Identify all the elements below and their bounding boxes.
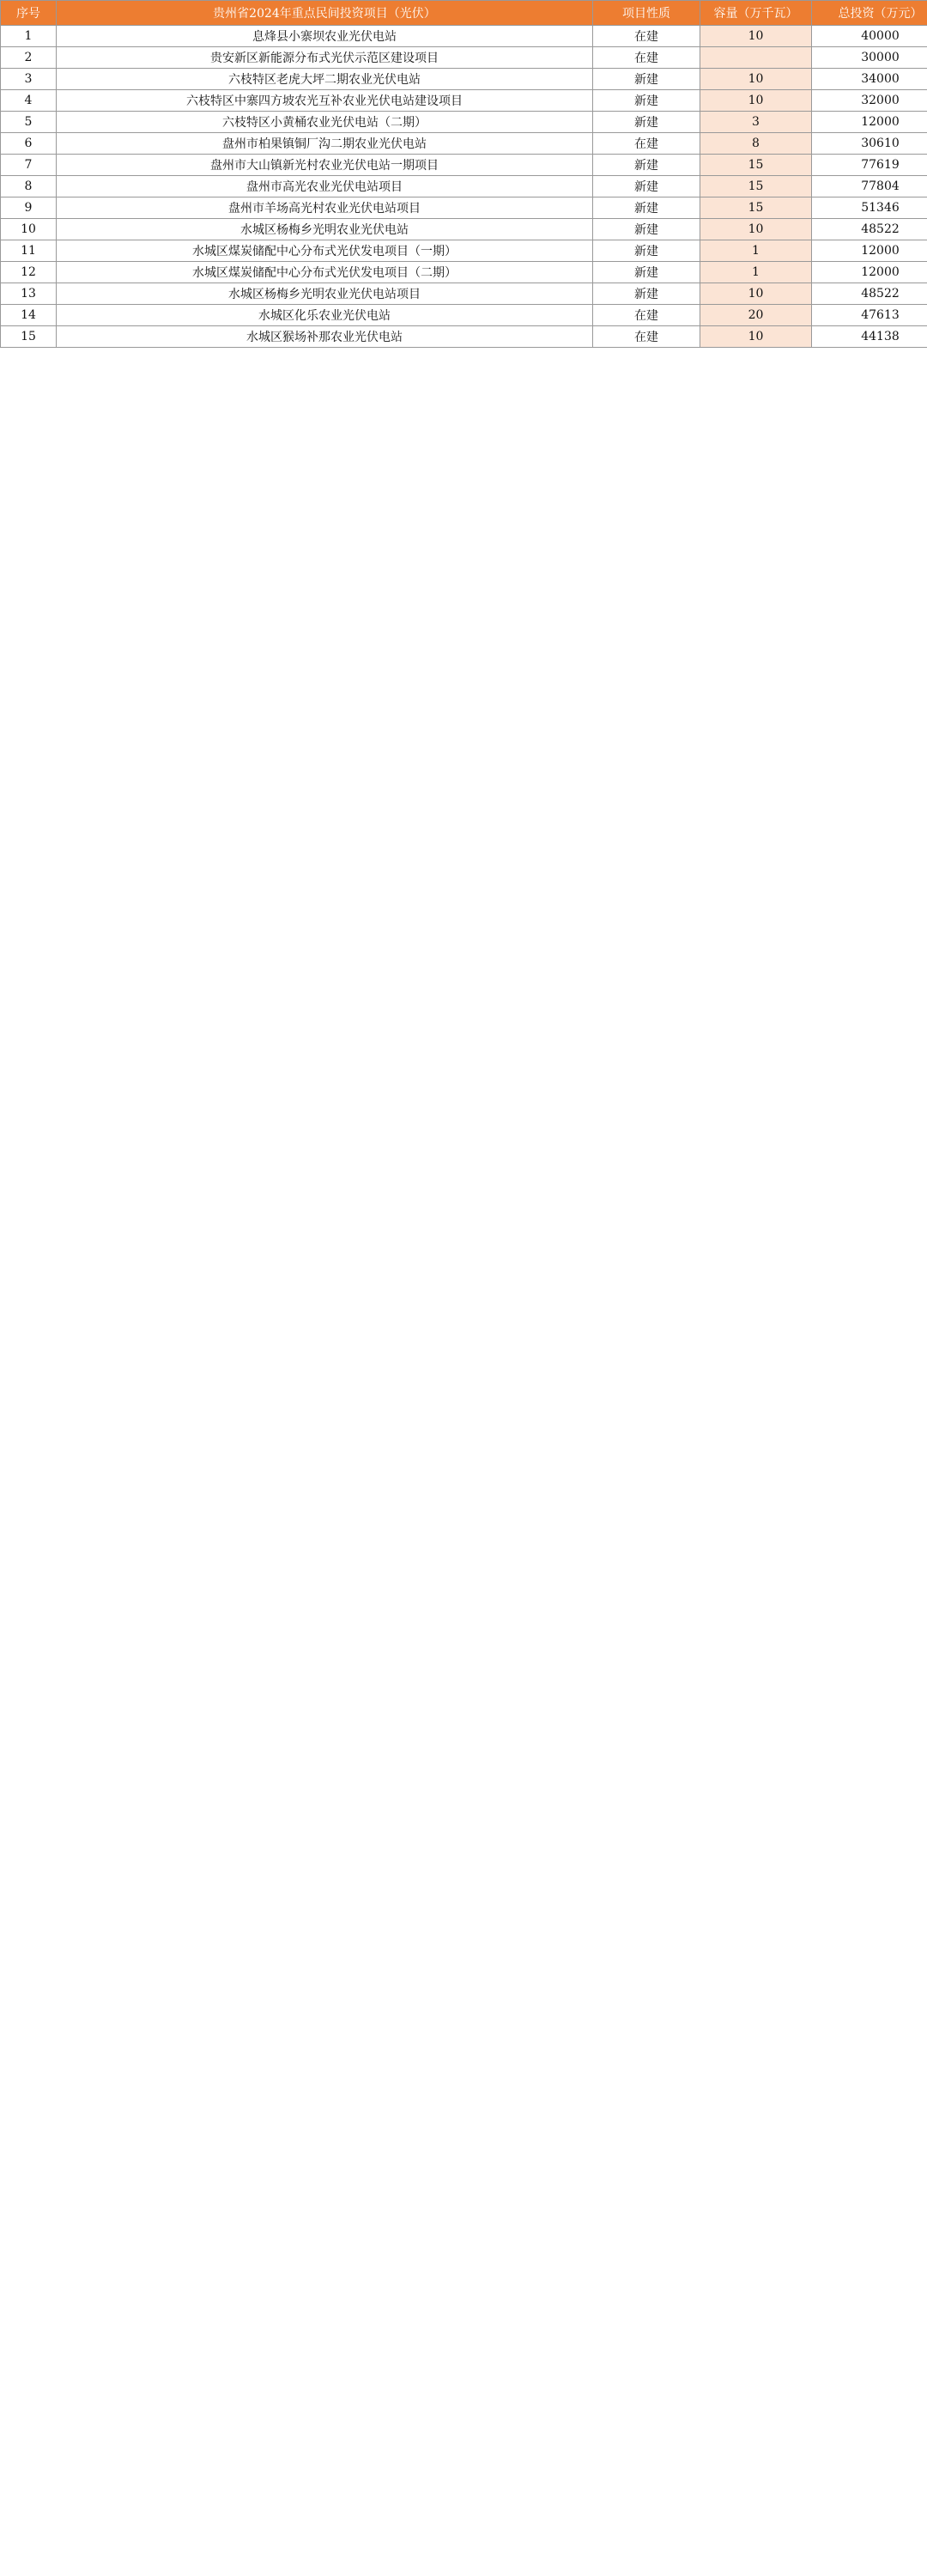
- project-nature: 新建: [593, 90, 700, 112]
- table-row: [1, 262, 927, 283]
- capacity: 10: [700, 283, 812, 305]
- table-row: [1, 240, 927, 262]
- capacity: 1: [700, 262, 812, 283]
- row-index: 9: [1, 197, 57, 219]
- project-nature: 在建: [593, 326, 700, 348]
- project-nature: 新建: [593, 176, 700, 197]
- investment: 12000: [812, 240, 927, 262]
- investment: 12000: [812, 112, 927, 133]
- project-nature: 在建: [593, 133, 700, 155]
- project-nature: 新建: [593, 197, 700, 219]
- table-row: [1, 219, 927, 240]
- project-nature: 新建: [593, 69, 700, 90]
- row-index: 8: [1, 176, 57, 197]
- investment: 48522: [812, 283, 927, 305]
- table-row: [1, 283, 927, 305]
- table-row: [1, 176, 927, 197]
- investment: 77619: [812, 155, 927, 176]
- project-nature: 新建: [593, 112, 700, 133]
- capacity: 10: [700, 219, 812, 240]
- header-nature: 项目性质: [593, 1, 700, 26]
- project-name: 水城区杨梅乡光明农业光伏电站: [57, 219, 593, 240]
- header-row: [1, 1, 927, 26]
- header-investment: 总投资（万元）: [812, 1, 927, 26]
- capacity: 15: [700, 197, 812, 219]
- table-row: [1, 26, 927, 47]
- investment: 32000: [812, 90, 927, 112]
- investment: 51346: [812, 197, 927, 219]
- project-name: 息烽县小寨坝农业光伏电站: [57, 26, 593, 47]
- project-nature: 新建: [593, 219, 700, 240]
- row-index: 4: [1, 90, 57, 112]
- project-nature: 在建: [593, 26, 700, 47]
- project-name: 水城区煤炭储配中心分布式光伏发电项目（二期）: [57, 262, 593, 283]
- row-index: 5: [1, 112, 57, 133]
- table-row: [1, 155, 927, 176]
- capacity: 8: [700, 133, 812, 155]
- investment: 48522: [812, 219, 927, 240]
- capacity: 10: [700, 69, 812, 90]
- capacity: 1: [700, 240, 812, 262]
- project-nature: 在建: [593, 305, 700, 326]
- project-nature: 在建: [593, 47, 700, 69]
- header-title: 贵州省2024年重点民间投资项目（光伏）: [57, 1, 593, 26]
- project-name: 六枝特区中寨四方坡农光互补农业光伏电站建设项目: [57, 90, 593, 112]
- project-name: 六枝特区老虎大坪二期农业光伏电站: [57, 69, 593, 90]
- table-row: [1, 69, 927, 90]
- row-index: 1: [1, 26, 57, 47]
- project-nature: 新建: [593, 240, 700, 262]
- row-index: 6: [1, 133, 57, 155]
- table-row: [1, 90, 927, 112]
- capacity: 10: [700, 90, 812, 112]
- row-index: 10: [1, 219, 57, 240]
- project-nature: 新建: [593, 155, 700, 176]
- project-nature: 新建: [593, 262, 700, 283]
- row-index: 7: [1, 155, 57, 176]
- project-name: 盘州市羊场高光村农业光伏电站项目: [57, 197, 593, 219]
- table-row: [1, 197, 927, 219]
- investment: 12000: [812, 262, 927, 283]
- table-row: [1, 47, 927, 69]
- project-nature: 新建: [593, 283, 700, 305]
- capacity: 20: [700, 305, 812, 326]
- capacity: 15: [700, 176, 812, 197]
- header-capacity: 容量（万千瓦）: [700, 1, 812, 26]
- project-name: 盘州市柏果镇铜厂沟二期农业光伏电站: [57, 133, 593, 155]
- capacity: [700, 47, 812, 69]
- row-index: 15: [1, 326, 57, 348]
- capacity: 15: [700, 155, 812, 176]
- investment: 77804: [812, 176, 927, 197]
- project-name: 盘州市高光农业光伏电站项目: [57, 176, 593, 197]
- capacity: 10: [700, 326, 812, 348]
- table-row: [1, 305, 927, 326]
- table-row: [1, 326, 927, 348]
- projects-table: [0, 0, 927, 348]
- project-name: 贵安新区新能源分布式光伏示范区建设项目: [57, 47, 593, 69]
- project-name: 水城区煤炭储配中心分布式光伏发电项目（一期）: [57, 240, 593, 262]
- project-name: 六枝特区小黄桶农业光伏电站（二期）: [57, 112, 593, 133]
- table-row: [1, 133, 927, 155]
- investment: 30610: [812, 133, 927, 155]
- row-index: 14: [1, 305, 57, 326]
- project-name: 盘州市大山镇新光村农业光伏电站一期项目: [57, 155, 593, 176]
- row-index: 2: [1, 47, 57, 69]
- project-name: 水城区杨梅乡光明农业光伏电站项目: [57, 283, 593, 305]
- capacity: 10: [700, 26, 812, 47]
- investment: 47613: [812, 305, 927, 326]
- investment: 40000: [812, 26, 927, 47]
- investment: 30000: [812, 47, 927, 69]
- header-index: 序号: [1, 1, 57, 26]
- row-index: 11: [1, 240, 57, 262]
- row-index: 12: [1, 262, 57, 283]
- row-index: 3: [1, 69, 57, 90]
- table-row: [1, 112, 927, 133]
- project-name: 水城区化乐农业光伏电站: [57, 305, 593, 326]
- row-index: 13: [1, 283, 57, 305]
- investment: 44138: [812, 326, 927, 348]
- investment: 34000: [812, 69, 927, 90]
- capacity: 3: [700, 112, 812, 133]
- project-name: 水城区猴场补那农业光伏电站: [57, 326, 593, 348]
